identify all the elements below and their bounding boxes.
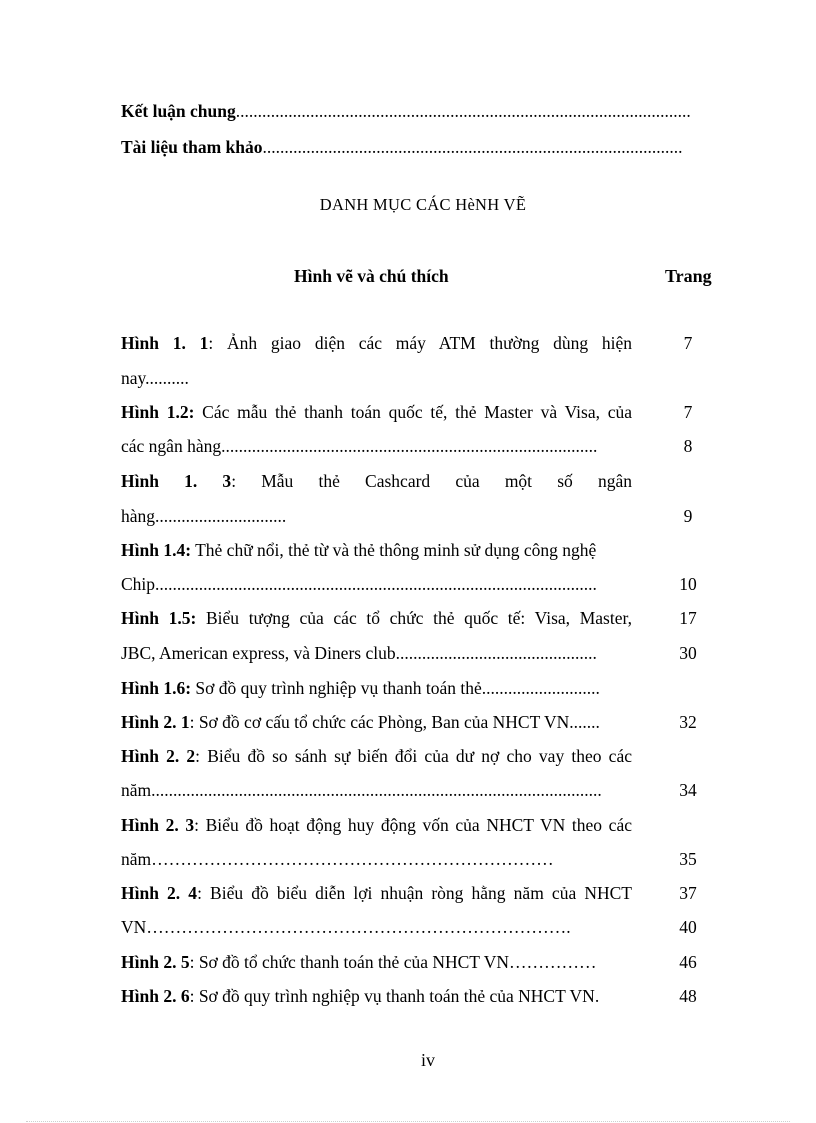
figure-page-number: 7 bbox=[683, 402, 693, 422]
figure-line bbox=[121, 712, 600, 733]
figure-page-number: 37 bbox=[679, 883, 697, 903]
figure-label: Hình 1.5: bbox=[121, 608, 197, 628]
figure-page-number: 32 bbox=[679, 712, 697, 732]
figure-label: Hình 2. 4 bbox=[121, 883, 198, 903]
figure-caption: JBC, American express, và Diners club.............................................. bbox=[121, 643, 597, 663]
figure-label: Hình 2. 2 bbox=[121, 746, 196, 766]
column-header-page: Trang bbox=[665, 266, 712, 286]
figure-line bbox=[121, 368, 189, 389]
figure-line bbox=[121, 746, 632, 767]
figure-caption: hàng.............................. bbox=[121, 506, 287, 526]
figure-page-number: 35 bbox=[679, 849, 697, 869]
figure-page-number: 9 bbox=[683, 506, 693, 526]
figure-line bbox=[121, 849, 554, 870]
figure-label: Hình 2. 5 bbox=[121, 952, 190, 972]
figure-label: Hình 1. 3 bbox=[121, 471, 232, 491]
figure-caption: Thẻ chữ nổi, thẻ từ và thẻ thông minh sử dụng công nghệ bbox=[191, 540, 597, 560]
figure-page-number: 46 bbox=[679, 952, 697, 972]
figure-caption: các ngân hàng...................................................................................... bbox=[121, 436, 598, 456]
column-header-caption: Hình vẽ và chú thích bbox=[294, 266, 449, 286]
figure-page-number: 17 bbox=[679, 608, 697, 628]
figure-caption: : Sơ đồ tổ chức thanh toán thẻ của NHCT VN…………… bbox=[189, 952, 597, 972]
figure-line bbox=[121, 815, 632, 836]
toc-entry-references bbox=[121, 137, 683, 158]
figure-line bbox=[121, 402, 632, 423]
figure-line bbox=[121, 471, 632, 492]
figure-caption: : Ảnh giao diện các máy ATM thường dùng hiện bbox=[208, 333, 632, 353]
figure-caption: Sơ đồ quy trình nghiệp vụ thanh toán thẻ........................... bbox=[191, 678, 600, 698]
figure-caption: năm…………………………………………………………… bbox=[121, 849, 554, 869]
figure-line bbox=[121, 506, 286, 527]
figure-label: Hình 2. 3 bbox=[121, 815, 195, 835]
page-number: iv bbox=[421, 1050, 436, 1070]
figure-label: Hình 1. 1 bbox=[121, 333, 209, 353]
toc-entry-conclusion bbox=[121, 101, 691, 122]
figure-page-number: 7 bbox=[683, 333, 693, 353]
figure-caption: : Biểu đồ so sánh sự biến đổi của dư nợ cho vay theo các bbox=[195, 746, 632, 766]
figure-line bbox=[121, 678, 600, 699]
figure-line bbox=[121, 540, 596, 561]
figure-line bbox=[121, 574, 597, 595]
figure-caption: : Sơ đồ cơ cấu tổ chức các Phòng, Ban của NHCT VN....... bbox=[189, 712, 600, 732]
figure-page-number: 34 bbox=[679, 780, 697, 800]
figure-line bbox=[121, 986, 599, 1007]
figure-caption: Biểu tượng của các tổ chức thẻ quốc tế: Visa, Master, bbox=[196, 608, 632, 628]
figure-line bbox=[121, 952, 597, 973]
figure-line bbox=[121, 436, 597, 457]
figure-caption: nay.......... bbox=[121, 368, 189, 388]
figure-line bbox=[121, 917, 571, 938]
figure-line bbox=[121, 333, 632, 354]
figure-page-number: 8 bbox=[683, 436, 693, 456]
figure-label: Hình 1.2: bbox=[121, 402, 195, 422]
figure-caption: Các mẫu thẻ thanh toán quốc tế, thẻ Master và Visa, của bbox=[194, 402, 632, 422]
toc-entry-conclusion-dots: ........................................................................................................ bbox=[235, 101, 691, 121]
figure-label: Hình 2. 6 bbox=[121, 986, 190, 1006]
figure-caption: : Biểu đồ hoạt động huy động vốn của NHCT VN theo các bbox=[194, 815, 632, 835]
toc-entry-conclusion-label: Kết luận chung bbox=[121, 101, 236, 121]
figure-page-number: 10 bbox=[679, 574, 697, 594]
figure-page-number: 40 bbox=[679, 917, 697, 937]
figure-line bbox=[121, 780, 602, 801]
figure-page-number: 30 bbox=[679, 643, 697, 663]
figure-caption: VN………………………………………………………………. bbox=[121, 917, 571, 937]
figure-label: Hình 2. 1 bbox=[121, 712, 190, 732]
figure-line bbox=[121, 643, 597, 664]
figure-caption: : Sơ đồ quy trình nghiệp vụ thanh toán thẻ của NHCT VN. bbox=[189, 986, 600, 1006]
figure-line bbox=[121, 883, 632, 904]
toc-entry-references-dots: ................................................................................................ bbox=[262, 137, 683, 157]
figure-caption: Chip..................................................................................................... bbox=[121, 574, 597, 594]
figure-caption: năm....................................................................................................... bbox=[121, 780, 602, 800]
figure-line bbox=[121, 608, 632, 629]
figure-caption: : Biểu đồ biểu diễn lợi nhuận ròng hằng năm của NHCT bbox=[197, 883, 632, 903]
figure-caption: : Mẫu thẻ Cashcard của một số ngân bbox=[231, 471, 632, 491]
page-bottom-divider bbox=[26, 1121, 790, 1122]
figure-label: Hình 1.4: bbox=[121, 540, 192, 560]
figure-page-number: 48 bbox=[679, 986, 697, 1006]
toc-entry-references-label: Tài liệu tham khảo bbox=[121, 137, 263, 157]
figure-label: Hình 1.6: bbox=[121, 678, 192, 698]
section-title: DANH MỤC CÁC HèNH VẼ bbox=[319, 195, 527, 214]
